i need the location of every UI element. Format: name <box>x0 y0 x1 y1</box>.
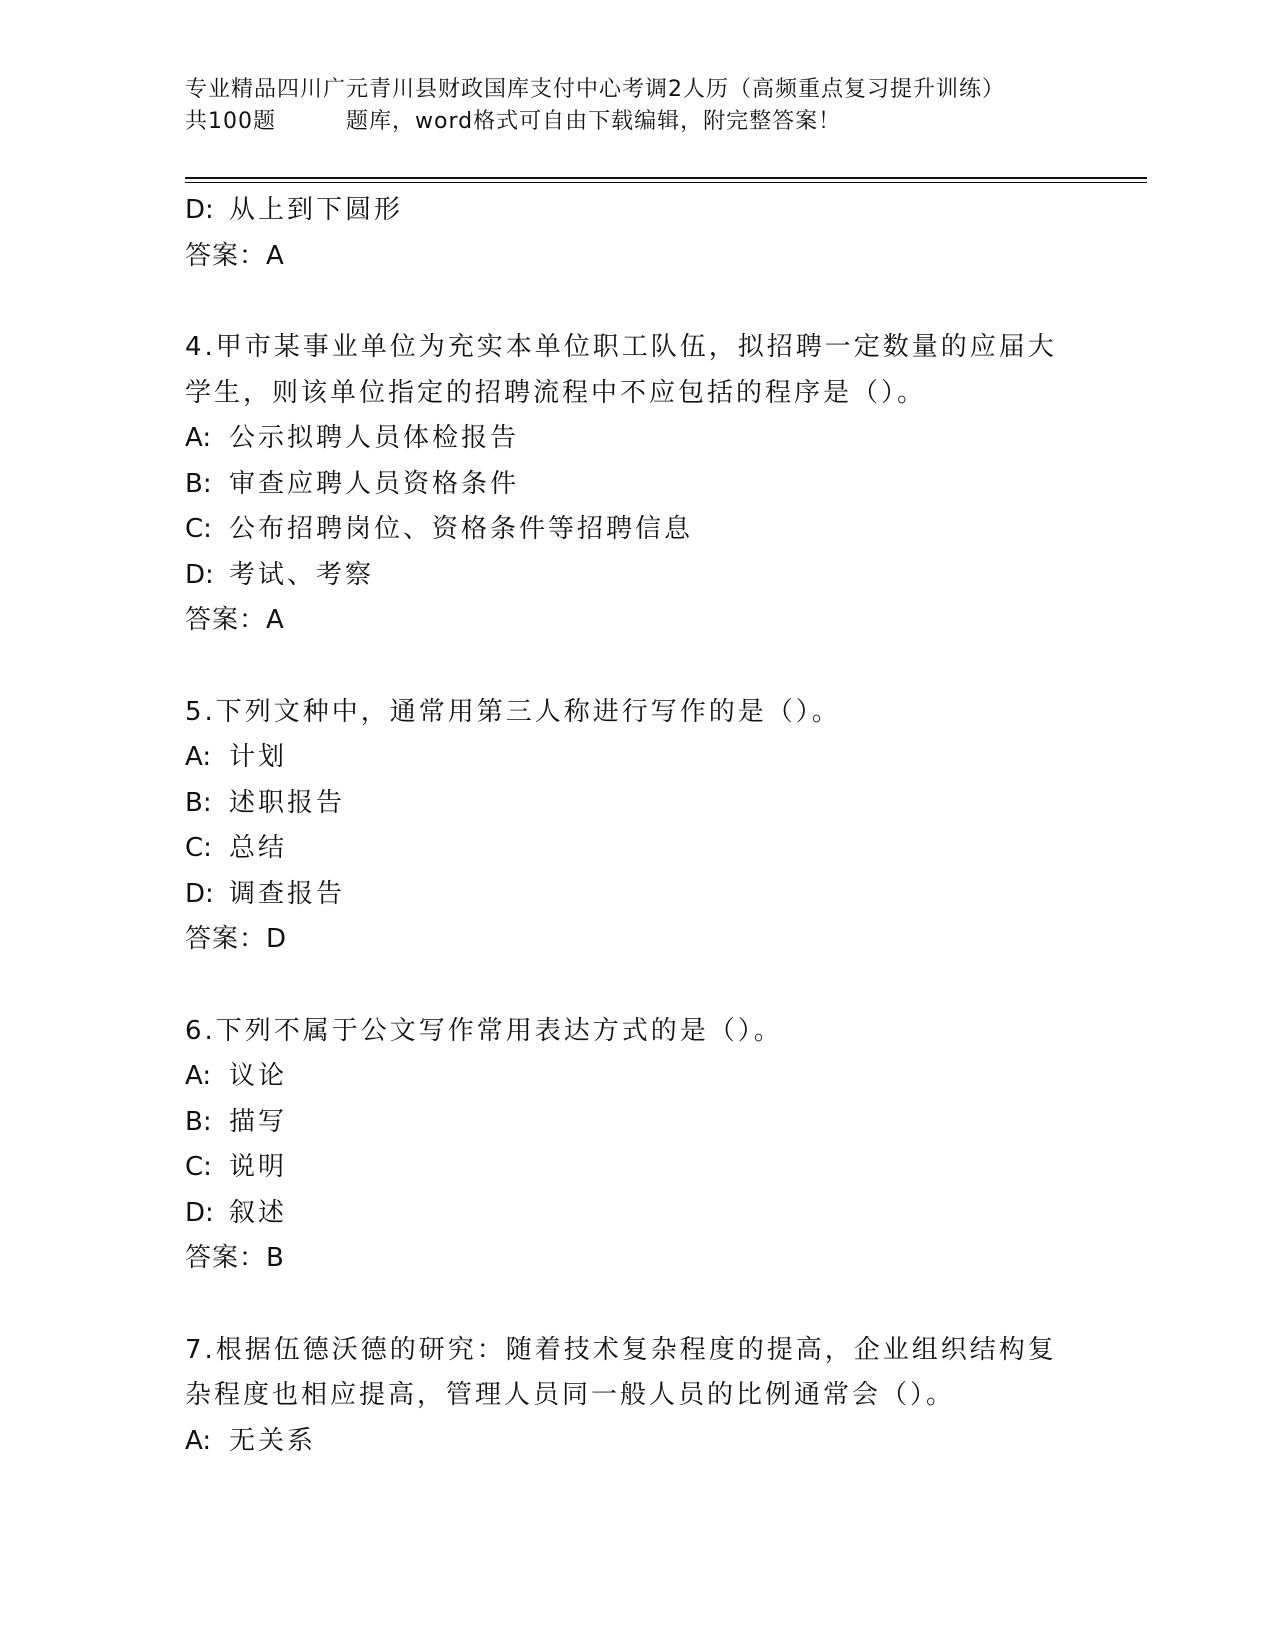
option-c <box>185 507 1105 553</box>
question-text-line-1: 4.甲市某事业单位为充实本单位职工队伍，拟招聘一定数量的应届大 <box>185 332 1057 362</box>
option-letter: A: <box>185 742 212 772</box>
question-7 <box>185 1328 1105 1465</box>
answer: 答案：B <box>185 1243 285 1273</box>
option-text: 议论 <box>229 1061 288 1091</box>
option-b <box>185 462 1105 508</box>
option-letter: D: <box>185 878 214 909</box>
option-letter: C: <box>185 1152 212 1182</box>
option-text: 述职报告 <box>229 787 346 818</box>
header-title: 专业精品四川广元青川县财政国库支付中心考调2人历（高频重点复习提升训练） <box>185 77 1005 102</box>
option-a <box>185 416 1105 462</box>
option-text: 无关系 <box>229 1425 317 1456</box>
option-b <box>185 781 1105 827</box>
header-subtitle <box>185 106 1145 138</box>
header-rule-thin <box>185 182 1147 183</box>
option-a <box>185 735 1105 781</box>
question-list <box>185 188 1105 1464</box>
option-d <box>185 188 1105 234</box>
option-letter: D: <box>185 195 214 225</box>
option-text: 从上到下圆形 <box>229 195 404 225</box>
option-a <box>185 1054 1105 1100</box>
option-d <box>185 553 1105 599</box>
question-6 <box>185 1009 1105 1282</box>
option-letter: A: <box>185 1061 212 1091</box>
question-text-line-1: 5.下列文种中，通常用第三人称进行写作的是（）。 <box>185 696 841 727</box>
option-d <box>185 872 1105 918</box>
question-text-line-2: 学生，则该单位指定的招聘流程中不应包括的程序是（）。 <box>185 377 927 408</box>
option-text: 叙述 <box>229 1197 288 1228</box>
option-text: 说明 <box>229 1152 288 1182</box>
option-text: 总结 <box>229 833 288 863</box>
option-d <box>185 1191 1105 1237</box>
option-letter: B: <box>185 787 212 818</box>
option-letter: D: <box>185 559 214 590</box>
question-3-tail <box>185 188 1105 279</box>
option-letter: A: <box>185 1425 212 1456</box>
option-c <box>185 1145 1105 1191</box>
option-letter: B: <box>185 1106 212 1137</box>
answer: 答案：D <box>185 924 288 954</box>
option-c <box>185 826 1105 872</box>
question-count: 共100题 <box>185 109 276 134</box>
question-text-line-1: 6.下列不属于公文写作常用表达方式的是（）。 <box>185 1015 783 1046</box>
option-letter: A: <box>185 423 212 453</box>
question-text-line-1: 7.根据伍德沃德的研究：随着技术复杂程度的提高，企业组织结构复 <box>185 1334 1057 1365</box>
option-text: 描写 <box>229 1106 288 1137</box>
option-letter: C: <box>185 833 212 863</box>
header-rule-thick <box>185 177 1147 179</box>
option-text: 公布招聘岗位、资格条件等招聘信息 <box>229 514 694 544</box>
option-text: 调查报告 <box>229 878 346 909</box>
option-text: 审查应聘人员资格条件 <box>229 468 520 499</box>
option-text: 公示拟聘人员体检报告 <box>229 423 520 453</box>
option-letter: B: <box>185 468 212 499</box>
option-text: 计划 <box>229 742 288 772</box>
option-b <box>185 1100 1105 1146</box>
question-5 <box>185 690 1105 963</box>
document-header <box>185 74 1145 138</box>
question-4 <box>185 325 1105 644</box>
option-letter: D: <box>185 1197 214 1228</box>
option-a <box>185 1419 1105 1465</box>
option-text: 考试、考察 <box>229 559 375 590</box>
option-letter: C: <box>185 514 212 544</box>
answer: 答案：A <box>185 240 285 271</box>
question-text-line-2: 杂程度也相应提高，管理人员同一般人员的比例通常会（）。 <box>185 1380 956 1410</box>
answer: 答案：A <box>185 605 285 635</box>
header-note: 题库，word格式可自由下载编辑，附完整答案！ <box>346 109 842 134</box>
